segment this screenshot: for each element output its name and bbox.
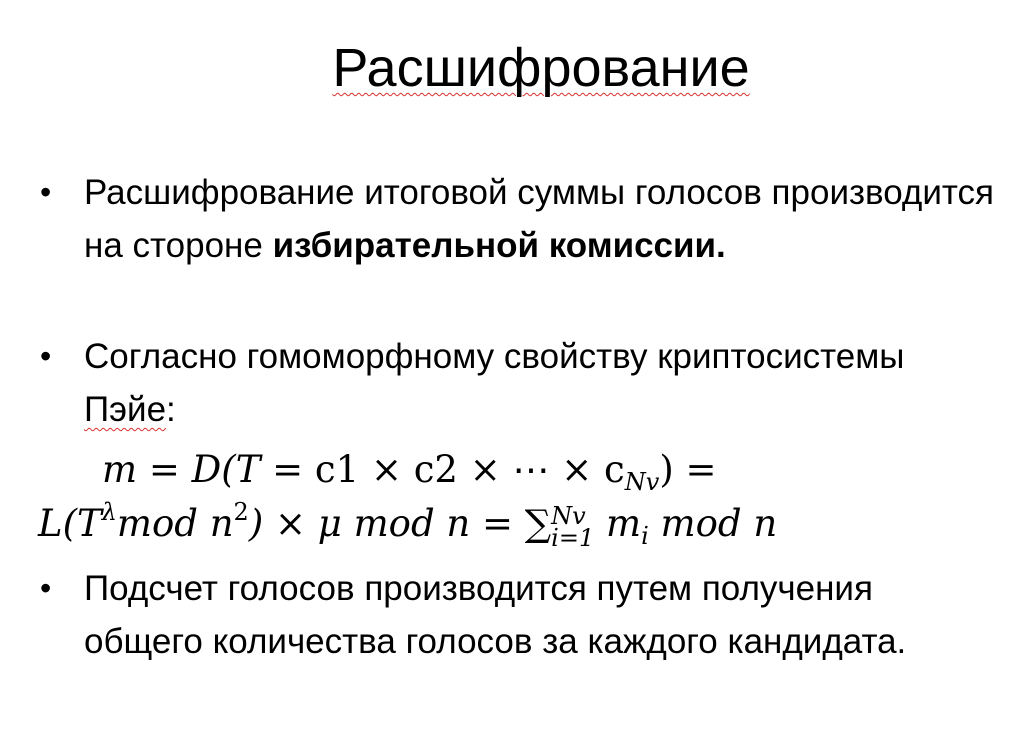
formula-part: mod n xyxy=(648,502,778,545)
formula-superscript: 2 xyxy=(233,498,249,526)
bullet-text-regular: Согласно гомоморфному свойству криптосистемы xyxy=(84,337,905,376)
formula-part: mod n xyxy=(116,502,234,545)
bullet-text xyxy=(84,330,1000,436)
formula-part: L(T xyxy=(38,502,102,545)
formula-line-2 xyxy=(38,498,777,550)
formula-part: ) = xyxy=(659,448,717,491)
formula-part: m xyxy=(594,502,642,545)
bullet-text-bold: избирательной комиссии. xyxy=(272,226,726,265)
formula-superscript: λ xyxy=(101,498,117,526)
bullet-item-3 xyxy=(40,562,1000,668)
spellcheck-word: Пэйе xyxy=(84,390,167,429)
formula-subscript: Nv xyxy=(624,468,660,496)
title-text: Расшифрование xyxy=(332,38,750,98)
formula-line-1 xyxy=(102,444,717,496)
bullet-marker: • xyxy=(40,338,52,374)
bullet-text-regular: Расшифрование итоговой суммы голосов производится на стороне xyxy=(84,173,994,265)
bullet-item-2 xyxy=(40,330,1000,436)
sum-lower-limit: i=1 xyxy=(551,523,595,552)
sum-limits xyxy=(551,501,595,552)
formula-subscript: i xyxy=(641,522,649,550)
bullet-marker: • xyxy=(40,174,52,210)
sum-upper-limit: Nv xyxy=(551,501,586,530)
slide-title xyxy=(0,32,1026,104)
bullet-text: Подсчет голосов производится путем получения общего количества голосов за каждого кандидата. xyxy=(84,569,907,661)
bullet-marker: • xyxy=(40,570,52,606)
formula-part: m = D(T = xyxy=(102,448,315,491)
bullet-item-1 xyxy=(40,166,1000,272)
formula-part: ) × μ mod n = ∑ xyxy=(248,502,552,545)
formula-part: c1 × c2 × ⋯ × c xyxy=(314,448,625,491)
bullet-text xyxy=(84,166,1000,272)
bullet-text-end: : xyxy=(166,390,176,429)
